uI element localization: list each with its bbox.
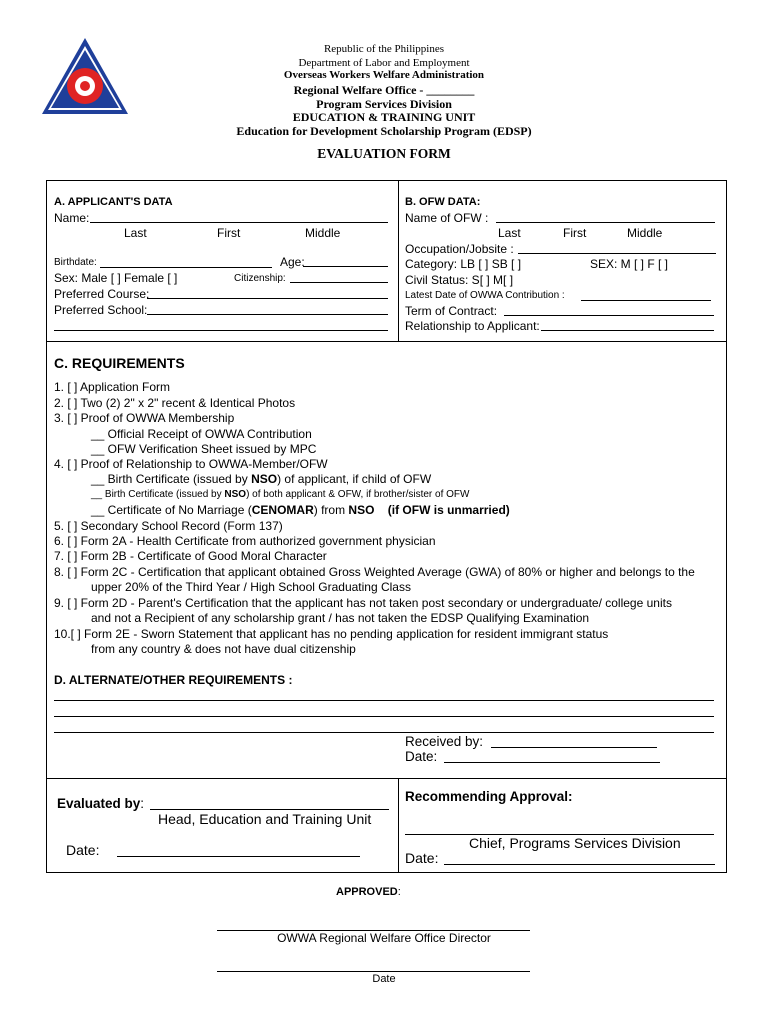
applicant-first-label: First — [217, 226, 241, 240]
approved-label — [336, 886, 401, 898]
req-4c-from: ) from — [313, 503, 349, 517]
req-3-official-receipt[interactable]: __ Official Receipt of OWWA Contribution — [91, 427, 312, 441]
head-title: Head, Education and Training Unit — [158, 811, 372, 827]
req-4c-text: __ Certificate of No Marriage ( — [91, 503, 252, 517]
received-date-field[interactable] — [444, 749, 660, 763]
preferred-course-field[interactable] — [147, 287, 388, 299]
ofw-middle-label: Middle — [627, 226, 663, 240]
applicant-middle-label: Middle — [305, 226, 341, 240]
approval-date-line[interactable] — [217, 971, 530, 972]
req-3-verification-sheet[interactable]: __ OFW Verification Sheet issued by MPC — [91, 442, 317, 456]
director-title: OWWA Regional Welfare Office Director — [277, 931, 491, 945]
ab-divider — [398, 180, 399, 341]
preferred-school-field[interactable] — [147, 303, 388, 315]
ofw-name-label: Name of OFW : — [405, 211, 489, 225]
signature-top-line — [46, 778, 727, 779]
section-d-title: D. ALTERNATE/OTHER REQUIREMENTS : — [54, 673, 293, 687]
req-4-birth-cert-child[interactable] — [91, 472, 431, 486]
contribution-label: Latest Date of OWWA Contribution : — [405, 290, 565, 301]
req-4b-rest: ) of both applicant & OFW, if brother/sister of OFW — [246, 489, 470, 500]
header-unit: EDUCATION & TRAINING UNIT — [292, 110, 476, 124]
recommending-date-label: Date: — [405, 850, 439, 866]
ofw-name-field[interactable] — [496, 211, 715, 223]
applicant-name-label: Name: — [54, 211, 90, 225]
req-9[interactable]: 9. [ ] Form 2D - Parent's Certification that the applicant has not taken post secondary or undergraduate/ college units — [54, 596, 672, 610]
evaluated-by-text: Evaluated by — [57, 796, 141, 811]
req-4c-condition: (if OFW is unmarried) — [387, 503, 510, 517]
other-requirements-line-2[interactable] — [54, 705, 714, 717]
req-4[interactable]: 4. [ ] Proof of Relationship to OWWA-Member/OFW — [54, 457, 328, 471]
term-field[interactable] — [504, 304, 714, 316]
signature-divider — [398, 778, 399, 873]
evaluation-date-field[interactable] — [117, 843, 360, 857]
ab-bottom-line — [46, 341, 727, 342]
evaluated-by-label — [57, 796, 144, 811]
req-4-cenomar[interactable] — [91, 503, 510, 517]
approval-date-label: Date — [372, 973, 396, 985]
req-1[interactable]: 1. [ ] Application Form — [54, 380, 171, 394]
section-a-title: A. APPLICANT'S DATA — [54, 196, 173, 208]
other-requirements-line-1[interactable] — [54, 689, 714, 701]
req-4b-nso: NSO — [224, 489, 247, 500]
citizenship-field[interactable] — [290, 271, 388, 283]
age-field[interactable] — [303, 255, 388, 267]
ofw-last-label: Last — [498, 226, 521, 240]
req-3[interactable]: 3. [ ] Proof of OWWA Membership — [54, 411, 235, 425]
evaluation-date-label: Date: — [66, 842, 100, 858]
req-8[interactable]: 8. [ ] Form 2C - Certification that applicant obtained Gross Weighted Average (GWA) of 80% or higher and belongs to the — [54, 565, 695, 579]
recommending-date-field[interactable] — [444, 851, 715, 865]
req-9-continued: and not a Recipient of any scholarship grant / has not taken the EDSP Qualifying Examination — [91, 611, 590, 625]
evaluated-by-colon: : — [140, 796, 145, 811]
recommending-approval-label: Recommending Approval: — [405, 789, 573, 804]
req-6[interactable]: 6. [ ] Form 2A - Health Certificate from authorized government physician — [54, 534, 436, 548]
chief-title: Chief, Programs Services Division — [469, 835, 681, 851]
header-department: Department of Labor and Employment — [298, 57, 470, 69]
age-label: Age: — [280, 255, 305, 269]
relationship-field[interactable] — [541, 319, 714, 331]
ofw-first-label: First — [563, 226, 587, 240]
other-requirements-line-3[interactable] — [54, 721, 714, 733]
received-by-label: Received by: — [405, 734, 484, 749]
form-title: EVALUATION FORM — [317, 146, 451, 161]
header-regional-office: Regional Welfare Office - ________ — [293, 83, 475, 97]
recommending-signature-field[interactable] — [405, 821, 714, 835]
received-by-field[interactable] — [491, 734, 657, 748]
applicant-sex-label[interactable]: Sex: Male [ ] Female [ ] — [54, 271, 178, 285]
header-republic: Republic of the Philippines — [323, 43, 445, 55]
req-4c-nso: NSO — [348, 503, 375, 517]
evaluated-by-field[interactable] — [150, 796, 389, 810]
citizenship-label: Citizenship: — [234, 273, 286, 284]
req-5[interactable]: 5. [ ] Secondary School Record (Form 137) — [54, 519, 283, 533]
req-4b-text: __ Birth Certificate (issued by — [91, 489, 225, 500]
received-date-label: Date: — [405, 749, 438, 764]
preferred-course-label: Preferred Course: — [54, 287, 150, 301]
approved-text: APPROVED — [336, 886, 398, 898]
contribution-field[interactable] — [581, 289, 711, 301]
req-4c-cenomar: CENOMAR — [251, 503, 314, 517]
civil-status-label[interactable]: Civil Status: S[ ] M[ ] — [405, 273, 514, 287]
birthdate-label: Birthdate: — [54, 257, 97, 268]
preferred-school-field-2[interactable] — [54, 319, 388, 331]
req-10-continued: from any country & does not have dual citizenship — [91, 642, 356, 656]
occupation-field[interactable] — [518, 242, 716, 254]
birthdate-field[interactable] — [100, 256, 272, 268]
header-owwa: Overseas Workers Welfare Administration — [283, 69, 485, 81]
header-program-services: Program Services Division — [316, 97, 452, 111]
relationship-label: Relationship to Applicant: — [405, 319, 540, 333]
req-4a-text: __ Birth Certificate (issued by — [91, 472, 252, 486]
preferred-school-label: Preferred School: — [54, 303, 148, 317]
section-c-title: C. REQUIREMENTS — [54, 355, 185, 371]
approved-colon: : — [397, 886, 401, 898]
section-b-title: B. OFW DATA: — [405, 196, 481, 208]
header-edsp: Education for Development Scholarship Program (EDSP) — [236, 124, 532, 138]
applicant-last-label: Last — [124, 226, 147, 240]
req-4a-nso: NSO — [251, 472, 278, 486]
applicant-name-field[interactable] — [90, 211, 388, 223]
ofw-sex-label[interactable]: SEX: M [ ] F [ ] — [590, 257, 669, 271]
req-4a-rest: ) of applicant, if child of OFW — [277, 472, 432, 486]
req-10[interactable]: 10.[ ] Form 2E - Sworn Statement that applicant has no pending application for resident immigrant status — [54, 627, 609, 641]
req-8-continued: upper 20% of the Third Year / High School Graduating Class — [91, 580, 411, 594]
category-label[interactable]: Category: LB [ ] SB [ ] — [405, 257, 522, 271]
req-7[interactable]: 7. [ ] Form 2B - Certificate of Good Moral Character — [54, 549, 327, 563]
occupation-label: Occupation/Jobsite : — [405, 242, 514, 256]
term-label: Term of Contract: — [405, 304, 498, 318]
req-4-birth-cert-sibling[interactable] — [91, 489, 469, 500]
req-2[interactable]: 2. [ ] Two (2) 2" x 2" recent & Identical Photos — [54, 396, 296, 410]
